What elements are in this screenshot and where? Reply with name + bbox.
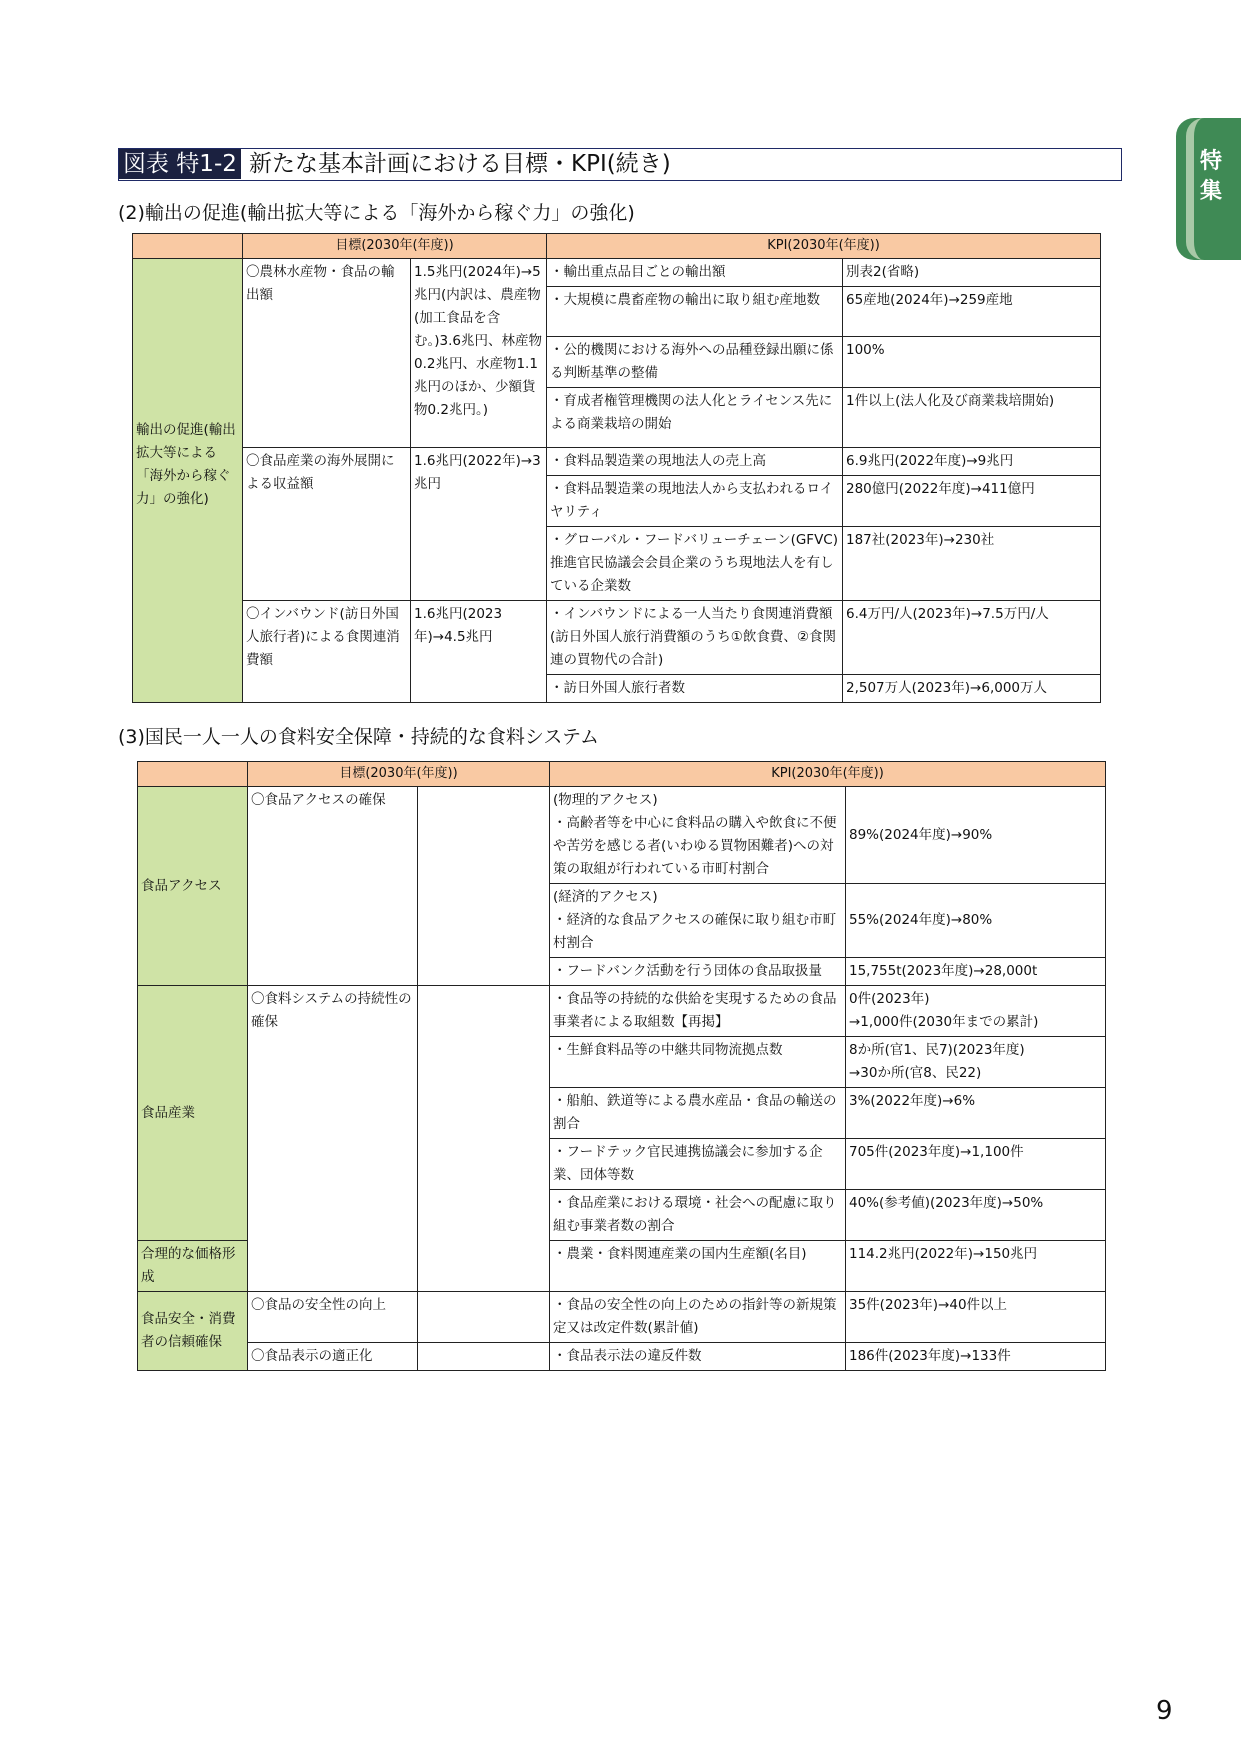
kpi-text: ・インバウンドによる一人当たり食関連消費額(訪日外国人旅行消費額のうち①飲食費、②食関連の買物代の合計)	[547, 601, 843, 675]
figure-title-bar	[118, 148, 1122, 181]
goal-name: 〇インバウンド(訪日外国人旅行者)による食関連消費額	[243, 601, 411, 703]
kpi-text: ・農業・食料関連産業の国内生産額(名目)	[550, 1241, 846, 1292]
kpi-text: ・食品の安全性の向上のための指針等の新規策定又は改定件数(累計値)	[550, 1292, 846, 1343]
goal-value: 1.5兆円(2024年)→5兆円(内訳は、農産物(加工食品を含む。)3.6兆円、林産物0.2兆円、水産物1.1兆円のほか、少額貨物0.2兆円。)	[411, 259, 547, 448]
kpi-value: 187社(2023年)→230社	[843, 527, 1101, 601]
header-kpi: KPI(2030年(年度))	[550, 762, 1106, 787]
kpi-value	[846, 1037, 1106, 1088]
page-number: 9	[1156, 1696, 1173, 1726]
kpi-text: ・食料品製造業の現地法人から支払われるロイヤリティ	[547, 476, 843, 527]
header-goal: 目標(2030年(年度))	[248, 762, 550, 787]
category-food-access: 食品アクセス	[138, 787, 248, 986]
kpi-value: 65産地(2024年)→259産地	[843, 287, 1101, 337]
kpi-text: ・食品表示法の違反件数	[550, 1343, 846, 1371]
kpi-text: ・公的機関における海外への品種登録出願に係る判断基準の整備	[547, 337, 843, 388]
kpi-value: 1件以上(法人化及び商業栽培開始)	[843, 388, 1101, 448]
kpi-value-line: →1,000件(2030年までの累計)	[849, 1014, 1039, 1030]
goal-food-access: 〇食品アクセスの確保	[248, 787, 418, 986]
kpi-text: ・フードバンク活動を行う団体の食品取扱量	[550, 958, 846, 986]
kpi-text: ・訪日外国人旅行者数	[547, 675, 843, 703]
kpi-value: 89%(2024年度)→90%	[846, 787, 1106, 884]
section-side-tab	[1176, 118, 1241, 260]
blank-cell	[418, 1292, 550, 1343]
kpi-value-line: →30か所(官8、民22)	[849, 1065, 982, 1081]
kpi-body: ・経済的な食品アクセスの確保に取り組む市町村割合	[553, 912, 837, 951]
category-export: 輸出の促進(輸出拡大等による「海外から稼ぐ力」の強化)	[133, 259, 243, 703]
kpi-value	[846, 986, 1106, 1037]
kpi-text	[550, 884, 846, 958]
goal-labeling: 〇食品表示の適正化	[248, 1343, 418, 1371]
kpi-text: ・食品等の持続的な供給を実現するための食品事業者による取組数【再掲】	[550, 986, 846, 1037]
kpi-value: 2,507万人(2023年)→6,000万人	[843, 675, 1101, 703]
section2-heading: (2)輸出の促進(輸出拡大等による「海外から稼ぐ力」の強化)	[118, 202, 635, 224]
kpi-text	[550, 787, 846, 884]
kpi-text: ・フードテック官民連携協議会に参加する企業、団体等数	[550, 1139, 846, 1190]
kpi-text: ・船舶、鉄道等による農水産品・食品の輸送の割合	[550, 1088, 846, 1139]
kpi-value: 3%(2022年度)→6%	[846, 1088, 1106, 1139]
kpi-value: 186件(2023年度)→133件	[846, 1343, 1106, 1371]
kpi-subhead: (経済的アクセス)	[553, 889, 658, 905]
category-safety: 食品安全・消費者の信頼確保	[138, 1292, 248, 1371]
kpi-value-line: 0件(2023年)	[849, 991, 930, 1007]
side-tab-char-1: 特	[1199, 149, 1222, 174]
kpi-value: 6.9兆円(2022年度)→9兆円	[843, 448, 1101, 476]
kpi-value: 100%	[843, 337, 1101, 388]
kpi-value: 15,755t(2023年度)→28,000t	[846, 958, 1106, 986]
kpi-value: 6.4万円/人(2023年)→7.5万円/人	[843, 601, 1101, 675]
kpi-text: ・生鮮食料品等の中継共同物流拠点数	[550, 1037, 846, 1088]
kpi-value-line: 8か所(官1、民7)(2023年度)	[849, 1042, 1025, 1058]
kpi-value: 40%(参考値)(2023年度)→50%	[846, 1190, 1106, 1241]
category-price: 合理的な価格形成	[138, 1241, 248, 1292]
kpi-text: ・グローバル・フードバリューチェーン(GFVC)推進官民協議会会員企業のうち現地法人を有している企業数	[547, 527, 843, 601]
header-goal: 目標(2030年(年度))	[243, 234, 547, 259]
kpi-text: ・食料品製造業の現地法人の売上高	[547, 448, 843, 476]
category-food-industry: 食品産業	[138, 986, 248, 1241]
goal-name: 〇食品産業の海外展開による収益額	[243, 448, 411, 601]
kpi-value: 114.2兆円(2022年)→150兆円	[846, 1241, 1106, 1292]
figure-label: 図表 特1-2	[119, 149, 241, 179]
blank-cell	[418, 1343, 550, 1371]
section3-heading: (3)国民一人一人の食料安全保障・持続的な食料システム	[118, 726, 600, 748]
goal-name: 〇農林水産物・食品の輸出額	[243, 259, 411, 448]
export-kpi-table	[132, 233, 1101, 703]
kpi-body: ・高齢者等を中心に食料品の購入や飲食に不便や苦労を感じる者(いわゆる買物困難者)への対策の取組が行われている市町村割合	[553, 815, 837, 877]
goal-value: 1.6兆円(2022年)→3兆円	[411, 448, 547, 601]
goal-system: 〇食料システムの持続性の確保	[248, 986, 418, 1292]
goal-safety: 〇食品の安全性の向上	[248, 1292, 418, 1343]
blank-cell	[418, 986, 550, 1292]
kpi-value: 705件(2023年度)→1,100件	[846, 1139, 1106, 1190]
figure-title: 新たな基本計画における目標・KPI(続き)	[249, 151, 671, 177]
kpi-text: ・育成者権管理機関の法人化とライセンス先による商業栽培の開始	[547, 388, 843, 448]
goal-value: 1.6兆円(2023年)→4.5兆円	[411, 601, 547, 703]
header-blank	[133, 234, 243, 259]
kpi-value: 280億円(2022年度)→411億円	[843, 476, 1101, 527]
kpi-text: ・大規模に農畜産物の輸出に取り組む産地数	[547, 287, 843, 337]
kpi-subhead: (物理的アクセス)	[553, 792, 658, 808]
blank-cell	[418, 787, 550, 986]
header-kpi: KPI(2030年(年度))	[547, 234, 1101, 259]
kpi-text: ・食品産業における環境・社会への配慮に取り組む事業者数の割合	[550, 1190, 846, 1241]
food-security-kpi-table	[137, 761, 1106, 1371]
side-tab-char-2: 集	[1199, 179, 1222, 204]
kpi-value: 35件(2023年)→40件以上	[846, 1292, 1106, 1343]
kpi-value: 別表2(省略)	[843, 259, 1101, 287]
kpi-text: ・輸出重点品目ごとの輸出額	[547, 259, 843, 287]
kpi-value: 55%(2024年度)→80%	[846, 884, 1106, 958]
header-blank	[138, 762, 248, 787]
